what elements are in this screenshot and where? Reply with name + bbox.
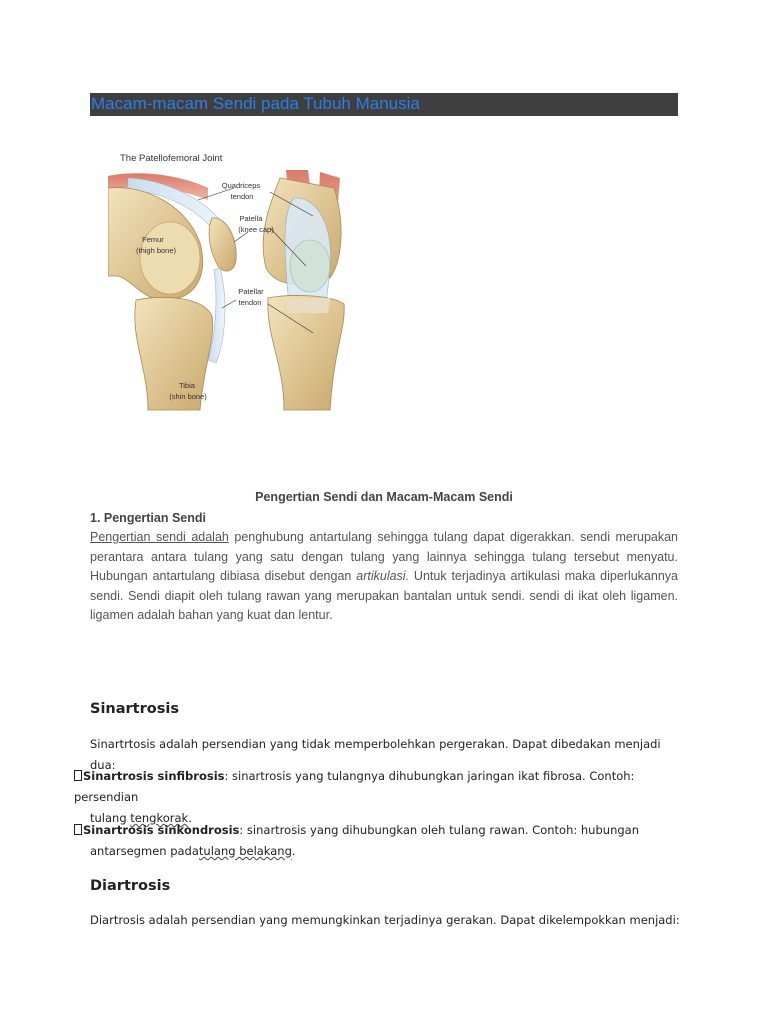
heading-diartrosis: Diartrosis — [90, 878, 171, 894]
figure-caption: The Patellofemoral Joint — [120, 153, 223, 164]
term-sinkondrosis: Sinartrosis sinkondrosis — [83, 823, 240, 837]
title-bar — [90, 93, 678, 116]
page-title: Macam-macam Sendi pada Tubuh Manusia — [91, 94, 420, 113]
knee-joint-illustration — [108, 148, 348, 413]
text-sinkondrosis-line2: antarsegmen pada — [90, 844, 199, 858]
diartrosis-intro: Diartrosis adalah persendian yang memungkinkan terjadinya gerakan. Dapat dikelempokkan menjadi: — [90, 913, 680, 927]
label-femur-2: (thigh bone) — [135, 246, 177, 255]
label-tibia-2: (shin bone) — [169, 392, 207, 401]
section-heading: Pengertian Sendi dan Macam-Macam Sendi — [255, 490, 513, 504]
heading-sinartrosis: Sinartrosis — [90, 701, 179, 717]
term-sinfibrosis: Sinartrosis sinfibrosis — [83, 769, 225, 783]
tulang-belakang-link[interactable]: tulang belakang — [198, 844, 292, 858]
paragraph-pengertian-sendi — [90, 528, 678, 626]
bullet-icon — [74, 770, 82, 781]
paragraph-italic-term: artikulasi. — [356, 569, 410, 583]
bullet-icon — [74, 824, 82, 835]
pengertian-sendi-link[interactable]: Pengertian sendi adalah — [90, 530, 229, 544]
subheading-pengertian-sendi: 1. Pengertian Sendi — [90, 511, 207, 525]
label-patella-2: (knee cap) — [238, 225, 274, 234]
tengkorak-link[interactable]: tengkorak — [130, 811, 189, 825]
list-item-sinkondrosis — [74, 820, 674, 862]
svg-text:Patellar tendon — [238, 287, 266, 307]
text-sinfibrosis-end: . — [188, 811, 192, 825]
label-patellar-2: tendon — [238, 298, 262, 307]
svg-text:Quadriceps tendon — [222, 181, 262, 201]
text-sinkondrosis-end: . — [291, 844, 296, 858]
text-sinkondrosis: : sinartrosis yang dihubungkan oleh tulang rawan. Contoh: hubungan — [239, 823, 639, 837]
paragraph-text-b: Untuk terjadinya artikulasi maka diperlukannya sendi. Sendi diapit oleh tulang rawan yang merupakan bantalan untuk sendi. sendi di ikat oleh ligamen. ligamen adalah bahan yang kuat dan lentur. — [90, 569, 678, 622]
label-tibia-1: Tibia — [178, 381, 195, 390]
text-sinfibrosis-line2: tulang — [90, 811, 131, 825]
label-quadriceps-1: Quadriceps — [221, 181, 261, 190]
label-patellar-1: Patellar — [238, 287, 264, 296]
paragraph-text-a: penghubung antartulang sehingga tulang dapat digerakkan. sendi merupakan perantara antara tulang yang satu dengan tulang yang lainnya sehingga tulang tersebut menyatu. Hubungan antartulang dibiasa disebut dengan — [90, 530, 678, 583]
label-patella-1: Patella — [239, 214, 263, 223]
label-femur-1: Femur — [142, 235, 164, 244]
sinartrosis-intro: Sinartrtosis adalah persendian yang tidak memperbolehkan pergerakan. Dapat dibedakan menjadi dua: — [90, 737, 661, 772]
text-sinfibrosis: : sinartrosis yang tulangnya dihubungkan jaringan ikat fibrosa. Contoh: persendian — [74, 769, 635, 804]
label-quadriceps-2: tendon — [230, 192, 254, 201]
